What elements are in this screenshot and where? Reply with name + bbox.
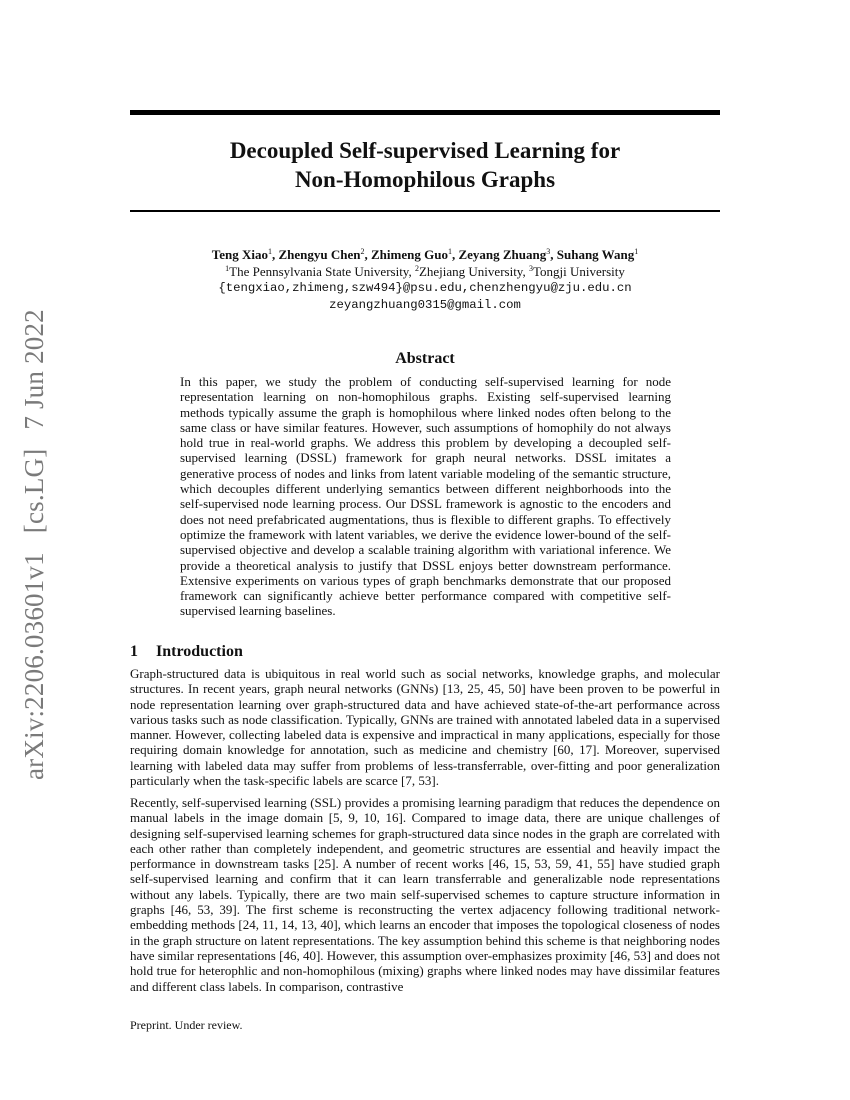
arxiv-category: [cs.LG] — [19, 448, 49, 534]
affiliations: $^1$The Pennsylvania State University, $^2$Zhejiang University, $^3$Tongji University — [225, 264, 625, 279]
section-number: 1 — [130, 643, 138, 660]
title-line-2: Non-Homophilous Graphs — [294, 167, 556, 192]
affil-mark: 2 — [360, 247, 365, 256]
author-emails-line-2: zeyangzhuang0315@gmail.com — [329, 298, 521, 312]
intro-paragraph-1: Graph-structured data is ubiquitous in real world such as social networks, knowledge graphs, and molecular structures. In recent years, graph neural networks (GNNs) [13, 25, 45, 50] have been proven to be powerful in node representation learning over graph-structured data and have achieved state-of-the-art performance across various tasks such as node classification. Typically, GNNs are trained with annotated labeled data in a supervised manner. However, collecting labeled data is expensive and impractical in many applications, especially for those requiring domain knowledge for annotation, such as medicine and chemistry [60, 17]. Moreover, supervised learning with labeled data may suffer from problems of less-transferrable, over-fitting and poor generalization particularly when the task-specific labels are scarce [7, 53]. — [130, 666, 720, 789]
affiliation: Zhejiang University — [418, 264, 523, 279]
author: Zhengyu Chen — [278, 247, 361, 262]
title-rule-top — [130, 110, 720, 115]
footer-note: Preprint. Under review. — [130, 1018, 243, 1032]
abstract-heading: Abstract — [395, 350, 455, 367]
author: Zhimeng Guo — [371, 247, 448, 262]
section-title: Introduction — [156, 643, 243, 660]
title-rule-bottom — [130, 210, 720, 212]
arxiv-date: 7 Jun 2022 — [19, 309, 49, 430]
affil-mark: 3 — [546, 247, 551, 256]
author-emails-line-1: {tengxiao,zhimeng,szw494}@psu.edu,chenzhengyu@zju.edu.cn — [218, 281, 632, 295]
title-line-1: Decoupled Self-supervised Learning for — [229, 138, 621, 163]
author: Teng Xiao — [211, 247, 269, 262]
section-heading-introduction — [130, 643, 243, 661]
paper-title — [130, 136, 720, 194]
affil-mark: 2 — [414, 264, 419, 273]
abstract-text: In this paper, we study the problem of conducting self-supervised learning for node representation learning on non-homophilous graphs. Existing self-supervised learning methods typically assume the graph is homophilous where linked nodes often belong to the same class or have similar features. However, such assumptions of homophily do not always hold true in real-world graphs. We address this problem by developing a decoupled self-supervised learning (DSSL) framework for graph neural networks. DSSL imitates a generative process of nodes and links from latent variable modeling of the semantic structure, which decouples different underlying semantics between different neighborhoods into the self-supervised node learning process. Our DSSL framework is agnostic to the encoders and does not need prefabricated augmentations, thus is flexible to different graphs. To effectively optimize the framework with latent variables, we derive the evidence lower-bound of the self-supervised objective and develop a scalable training algorithm with variational inference. We provide a theoretical analysis to justify that DSSL enjoys better downstream performance. Extensive experiments on various types of graph benchmarks demonstrate that our proposed framework can significantly achieve better performance compared with competitive self-supervised learning baselines. — [180, 374, 671, 619]
author-block — [130, 246, 720, 314]
affil-mark: 1 — [634, 247, 639, 256]
intro-paragraph-2: Recently, self-supervised learning (SSL) provides a promising learning paradigm that reduces the dependence on manual labels in the image domain [5, 9, 10, 16]. Compared to image data, there are unique challenges of designing self-supervised learning schemes for graph-structured data since nodes in the graph are correlated with each other rather than completely independent, and geometric structures are essential and heavily impact the performance in downstream tasks [25]. A number of recent works [46, 15, 53, 59, 41, 55] have studied graph self-supervised learning and confirm that it can learn transferrable and generalizable node representations without any labels. Typically, there are two main self-supervised schemes to capture structure information in graphs [46, 53, 39]. The first scheme is reconstructing the vertex adjacency following traditional network-embedding methods [24, 11, 14, 13, 40], which learns an encoder that imposes the topological closeness of nodes in the graph structure on latent representations. The key assumption behind this scheme is that neighboring nodes have similar representations [46, 40]. However, this assumption over-emphasizes proximity [46, 53] and does not hold true for heterophlic and non-homophilous (mixing) graphs where linked nodes may have dissimilar features and different class labels. In comparison, contrastive — [130, 795, 720, 994]
affil-mark: 3 — [528, 264, 533, 273]
arxiv-id: arXiv:2206.03601v1 — [19, 552, 49, 780]
affiliation: Tongji University — [532, 264, 625, 279]
author: Zeyang Zhuang — [458, 247, 547, 262]
affiliation: The Pennsylvania State University — [229, 264, 409, 279]
affil-mark: 1 — [225, 264, 230, 273]
author-names: Teng Xiao$^1$, Zhengyu Chen$^2$, Zhimeng Guo$^1$, Zeyang Zhuang$^3$, Suhang Wang$^1$ — [211, 247, 639, 262]
affil-mark: 1 — [268, 247, 273, 256]
arxiv-identifier-stamp — [14, 280, 54, 780]
affil-mark: 1 — [447, 247, 452, 256]
author: Suhang Wang — [556, 247, 635, 262]
